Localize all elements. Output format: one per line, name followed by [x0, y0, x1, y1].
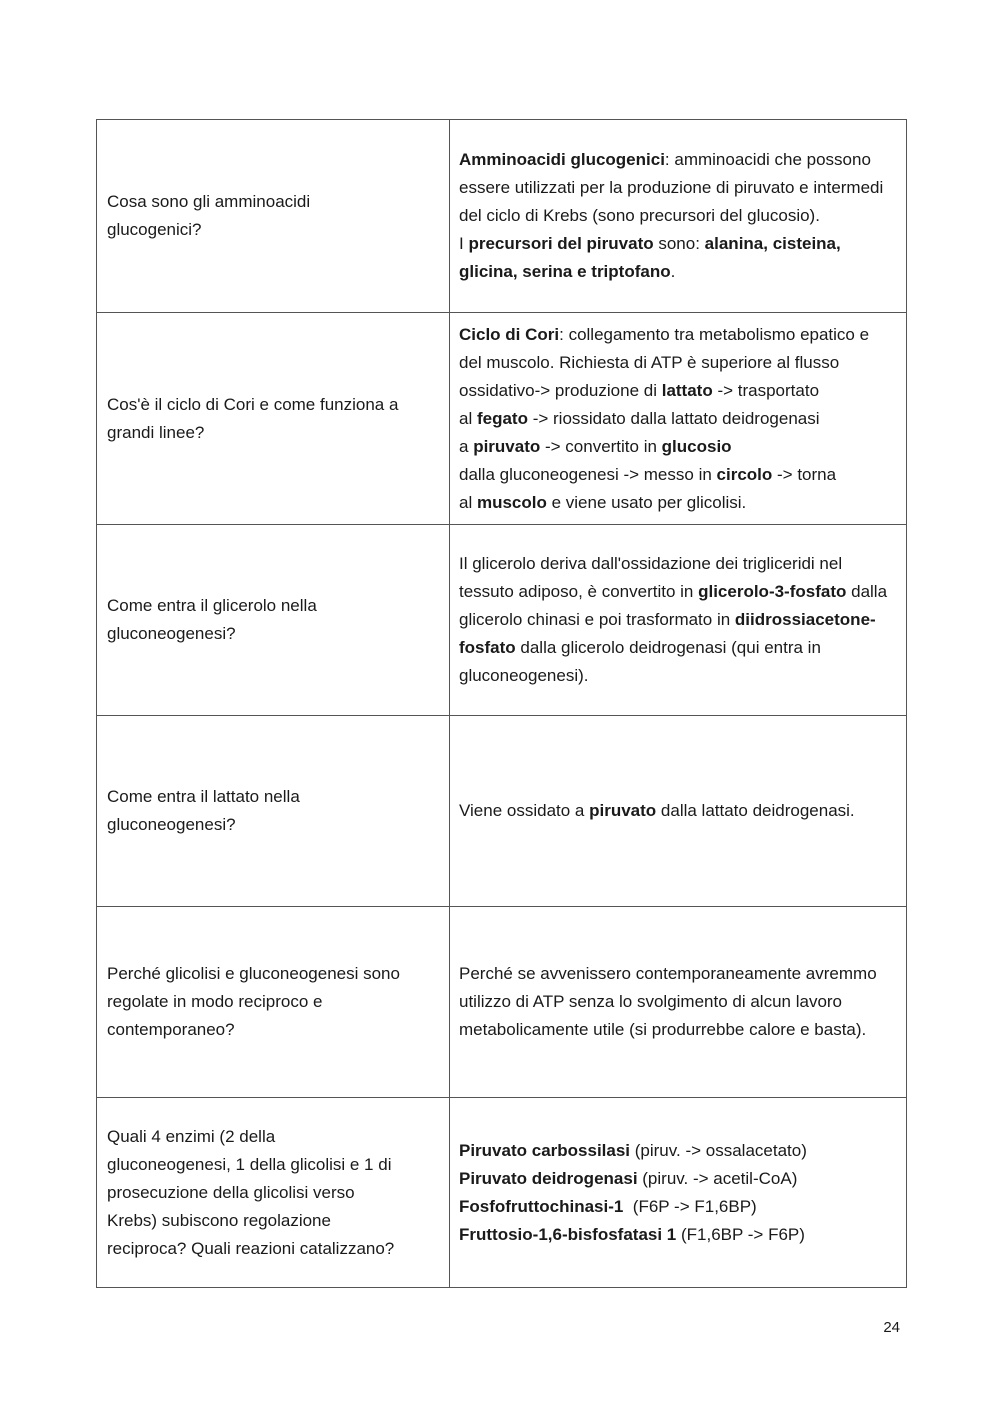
answer-cell — [450, 313, 907, 525]
question-cell — [97, 313, 450, 525]
answer-line — [459, 1193, 898, 1221]
answer-bold-text: Ciclo di Cori — [459, 324, 560, 344]
answer-text: dalla gluconeogenesi -> messo in — [459, 464, 717, 484]
answer-bold-text: Fruttosio-1,6-bisfosfatasi 1 — [459, 1224, 677, 1244]
answer-text: dalla glicerolo deidrogenasi (qui entra in — [515, 638, 821, 657]
answer-text: del ciclo di Krebs (sono precursori del glucosio). — [459, 206, 820, 225]
question-line: regolate in modo reciproco e — [107, 992, 323, 1011]
answer-text: -> torna — [772, 464, 837, 484]
answer-text: del muscolo. Richiesta di ATP è superiore al flusso — [459, 352, 840, 372]
answer-bold-text: glicina, serina e triptofano — [459, 262, 671, 281]
question-line: Perché glicolisi e gluconeogenesi sono — [107, 964, 400, 983]
answer-line — [459, 202, 898, 230]
answer-text: sono: — [653, 234, 705, 253]
answer-bold-text: alanina, cisteina, — [704, 234, 841, 253]
answer-text: : amminoacidi che possono — [664, 150, 871, 169]
answer-text: . — [670, 262, 676, 281]
answer-bold-text: muscolo — [476, 492, 547, 512]
answer-line — [459, 489, 898, 517]
answer-text: al — [459, 492, 477, 512]
answer-text: -> trasportato — [712, 380, 820, 400]
answer-cell — [450, 525, 907, 716]
answer-line — [459, 550, 898, 578]
question-line: gluconeogenesi? — [107, 624, 236, 643]
answer-line — [459, 662, 898, 690]
answer-text: metabolicamente utile (si produrrebbe calore e basta). — [459, 1020, 867, 1039]
answer-line — [459, 1221, 898, 1249]
answer-bold-text: diidrossiacetone- — [734, 610, 876, 629]
answer-bold-text: piruvato — [589, 801, 657, 820]
answer-line — [459, 578, 898, 606]
answer-bold-text: Fosfofruttochinasi-1 — [459, 1196, 624, 1216]
answer-cell — [450, 907, 907, 1098]
answer-bold-text: glicerolo-3-fosfato — [698, 582, 847, 601]
answer-line — [459, 1137, 898, 1165]
question-cell — [97, 525, 450, 716]
answer-bold-text: fegato — [476, 408, 528, 428]
answer-bold-text: Amminoacidi glucogenici — [459, 150, 665, 169]
question-line: Krebs) subiscono regolazione — [107, 1210, 331, 1230]
answer-line — [459, 960, 898, 988]
answer-line — [459, 349, 898, 377]
question-line: Cosa sono gli amminoacidi — [107, 192, 311, 211]
answer-text: (piruv. -> ossalacetato) — [630, 1140, 807, 1160]
answer-bold-text: piruvato — [473, 436, 541, 456]
question-cell — [97, 1098, 450, 1288]
answer-text: al — [459, 408, 477, 428]
table-row — [97, 907, 907, 1098]
question-line: Come entra il lattato nella — [107, 787, 300, 806]
answer-text: dalla lattato deidrogenasi. — [656, 801, 855, 820]
answer-text: Perché se avvenissero contemporaneamente avremmo — [459, 964, 877, 983]
answer-cell — [450, 120, 907, 313]
question-cell — [97, 120, 450, 313]
table-row — [97, 1098, 907, 1288]
question-cell — [97, 907, 450, 1098]
answer-text: glicerolo chinasi e poi trasformato in — [459, 610, 735, 629]
table-row — [97, 313, 907, 525]
answer-text: dalla — [846, 582, 888, 601]
answer-bold-text: circolo — [716, 464, 773, 484]
answer-line — [459, 258, 898, 286]
answer-text: tessuto adiposo, è convertito in — [459, 582, 699, 601]
answer-text: essere utilizzati per la produzione di piruvato e intermedi — [459, 178, 884, 197]
answer-line — [459, 433, 898, 461]
answer-line — [459, 174, 898, 202]
answer-text: -> riossidato dalla lattato deidrogenasi — [527, 408, 820, 428]
question-line: prosecuzione della glicolisi verso — [107, 1182, 355, 1202]
table-row — [97, 716, 907, 907]
answer-text: : collegamento tra metabolismo epatico e — [559, 324, 870, 344]
answer-bold-text: Piruvato carbossilasi — [459, 1140, 631, 1160]
question-line: Come entra il glicerolo nella — [107, 596, 317, 615]
qa-table — [96, 119, 907, 1288]
question-line: Quali 4 enzimi (2 della — [107, 1126, 276, 1146]
answer-line — [459, 988, 898, 1016]
answer-line — [459, 377, 898, 405]
answer-text: (piruv. -> acetil-CoA) — [637, 1168, 798, 1188]
question-line: gluconeogenesi? — [107, 815, 236, 834]
question-line: contemporaneo? — [107, 1020, 235, 1039]
answer-line — [459, 797, 898, 825]
answer-bold-text: fosfato — [459, 638, 516, 657]
answer-text: a — [459, 436, 474, 456]
answer-line — [459, 321, 898, 349]
answer-cell — [450, 716, 907, 907]
answer-cell — [450, 1098, 907, 1288]
question-cell — [97, 716, 450, 907]
answer-text: Il glicerolo deriva dall'ossidazione dei trigliceridi nel — [459, 554, 843, 573]
answer-bold-text: precursori del piruvato — [468, 234, 654, 253]
answer-text: utilizzo di ATP senza lo svolgimento di alcun lavoro — [459, 992, 843, 1011]
answer-text: ossidativo-> produzione di — [459, 380, 662, 400]
question-line: glucogenici? — [107, 220, 202, 239]
answer-line — [459, 606, 898, 634]
answer-text: (F1,6BP -> F6P) — [676, 1224, 805, 1244]
answer-line — [459, 461, 898, 489]
answer-text: I — [459, 234, 469, 253]
answer-text: gluconeogenesi). — [459, 666, 589, 685]
question-line: grandi linee? — [107, 422, 205, 442]
qa-table-body — [97, 120, 907, 1288]
answer-text: (F6P -> F1,6BP) — [623, 1196, 757, 1216]
answer-text: e viene usato per glicolisi. — [546, 492, 747, 512]
answer-line — [459, 405, 898, 433]
page-number: 24 — [883, 1319, 900, 1336]
table-row — [97, 120, 907, 313]
answer-line — [459, 634, 898, 662]
table-row — [97, 525, 907, 716]
answer-bold-text: Piruvato deidrogenasi — [459, 1168, 638, 1188]
question-line: gluconeogenesi, 1 della glicolisi e 1 di — [107, 1154, 392, 1174]
question-line: reciproca? Quali reazioni catalizzano? — [107, 1238, 395, 1258]
answer-line — [459, 146, 898, 174]
answer-line — [459, 1016, 898, 1044]
answer-line — [459, 230, 898, 258]
answer-text: Viene ossidato a — [459, 801, 590, 820]
answer-line — [459, 1165, 898, 1193]
answer-bold-text: lattato — [661, 380, 713, 400]
answer-bold-text: glucosio — [661, 436, 732, 456]
answer-text: -> convertito in — [540, 436, 662, 456]
question-line: Cos'è il ciclo di Cori e come funziona a — [107, 394, 399, 414]
